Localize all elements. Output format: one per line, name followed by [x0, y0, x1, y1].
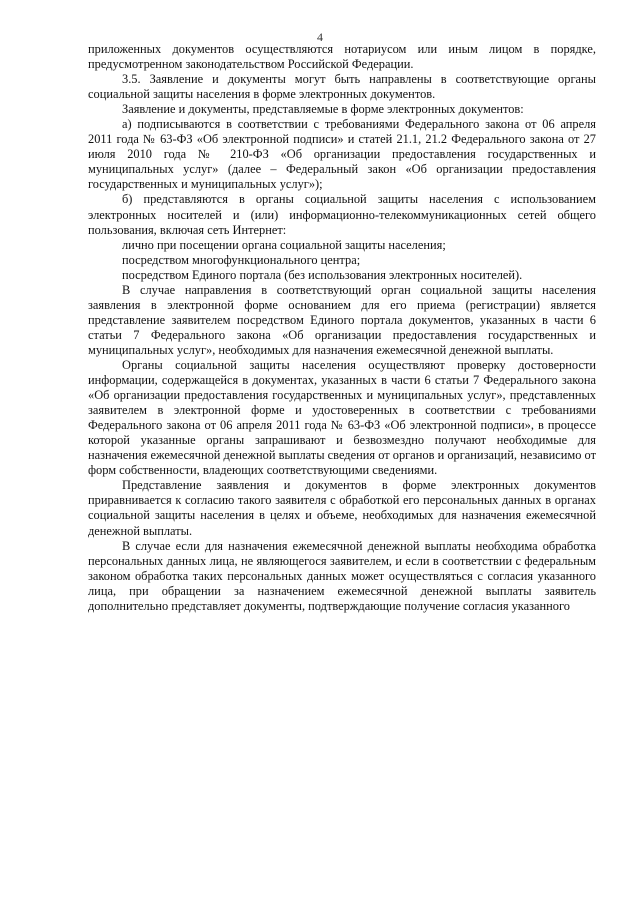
paragraph-item-b: б) представляются в органы социальной защиты населения с использованием электронных носителей и (или) информационно-телекоммуникационных сетей общего пользования, включая сеть Интернет:: [88, 192, 596, 237]
paragraph-continuation: приложенных документов осуществляются нотариусом или иным лицом в порядке, предусмотренном законодательством Российской Федерации.: [88, 42, 596, 72]
paragraph-unified-portal: посредством Единого портала (без использования электронных носителей).: [122, 267, 523, 282]
paragraph-consent: Представление заявления и документов в форме электронных документов приравнивается к согласию такого заявителя с обработкой его персональных данных в органах социальной защиты населения в целях и объеме, необходимых для назначения ежемесячной денежной выплаты.: [88, 478, 596, 538]
paragraph-mfc: посредством многофункционального центра;: [122, 252, 361, 267]
paragraph-3-5: 3.5. Заявление и документы могут быть направлены в соответствующие органы социальной защиты населения в форме электронных документов.: [88, 72, 596, 102]
paragraph-item-a: а) подписываются в соответствии с требованиями Федерального закона от 06 апреля 2011 года № 63-ФЗ «Об электронной подписи» и статей 21.1, 21.2 Федерального закона от 27 июля 2010 года № 210-ФЗ «Об организации предоставления государственных и муниципальных услуг» (далее – Федеральный закон «Об организации предоставления государственных и муниципальных услуг»);: [88, 117, 596, 192]
paragraph-verification: Органы социальной защиты населения осуществляют проверку достоверности информации, содержащейся в документах, указанных в части 6 статьи 7 Федерального закона «Об организации предоставления государственных и муниципальных услуг», представленных заявителем в электронной форме и удостоверенных в соответствии с требованиями Федерального закона от 06 апреля 2011 года № 63-ФЗ «Об электронной подписи», в процессе которой указанные органы запрашивают и безвозмездно получают необходимые для назначения ежемесячной денежной выплаты сведения от органов и организаций, независимо от форм собственности, владеющих соответствующими сведениями.: [88, 357, 596, 478]
page-number: 4: [317, 30, 323, 44]
paragraph-in-person: лично при посещении органа социальной защиты населения;: [122, 237, 446, 252]
document-body: [88, 42, 596, 614]
paragraph-electronic-documents: Заявление и документы, представляемые в форме электронных документов:: [122, 102, 524, 117]
paragraph-electronic-application: В случае направления в соответствующий орган социальной защиты населения заявления в электронной форме основанием для его приема (регистрации) является представление заявителем посредством Единого портала документов, указанных в части 6 статьи 7 Федерального закона «Об организации предоставления государственных и муниципальных услуг», необходимых для назначения ежемесячной денежной выплаты.: [88, 282, 596, 357]
paragraph-third-party-data: В случае если для назначения ежемесячной денежной выплаты необходима обработка персональных данных лица, не являющегося заявителем, и если в соответствии с федеральным законом обработка таких персональных данных может осуществляться с согласия указанного лица, при обращении за назначением ежемесячной денежной выплаты заявитель дополнительно представляет документы, подтверждающие получение согласия указанного: [88, 538, 596, 613]
